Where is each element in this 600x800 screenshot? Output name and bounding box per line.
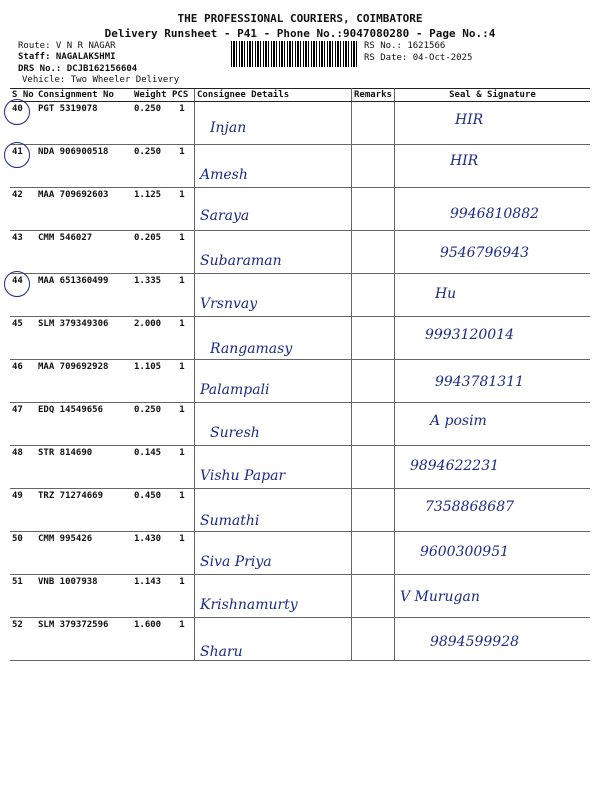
weight-value: 1.335 [132,274,170,317]
serial-number-text: 41 [12,147,23,157]
serial-number [10,618,36,661]
consignment-number: CMM 995426 [36,532,132,575]
serial-number [10,102,36,145]
seal-cell [394,618,590,661]
serial-number-text: 47 [12,405,23,415]
runsheet-table [10,88,590,661]
remarks-cell [352,102,395,145]
consignment-number: STR 814690 [36,446,132,489]
pcs-value: 1 [170,317,195,360]
weight-value: 0.250 [132,102,170,145]
table-row [10,274,590,317]
remarks-cell [352,317,395,360]
signature-handwritten: HIR [449,153,479,169]
signature-handwritten: 9894599928 [429,634,520,650]
weight-value: 1.125 [132,188,170,231]
weight-value: 2.000 [132,317,170,360]
signature-handwritten: HIR [454,112,484,128]
consignee-cell [195,274,352,317]
remarks-cell [352,188,395,231]
remarks-cell [352,403,395,446]
seal-cell [394,360,590,403]
table-row [10,532,590,575]
runsheet-subtitle: Delivery Runsheet - P41 - Phone No.:9047080280 - Page No.:4 [104,27,496,40]
consignee-cell [195,188,352,231]
table-row [10,145,590,188]
remarks-cell [352,489,395,532]
pcs-value: 1 [170,188,195,231]
table-row [10,403,590,446]
consignment-number: MAA 651360499 [36,274,132,317]
signature-handwritten: Hu [434,286,457,302]
serial-number-text: 49 [12,491,23,501]
staff-label: Staff: NAGALAKSHMI [18,52,116,62]
serial-number [10,575,36,618]
seal-cell [394,102,590,145]
consignment-number: VNB 1007938 [36,575,132,618]
weight-value: 0.450 [132,489,170,532]
seal-cell [394,575,590,618]
consignee-cell [195,102,352,145]
consignment-number: SLM 379349306 [36,317,132,360]
table-header-row [10,89,590,102]
table-row [10,360,590,403]
table-row [10,102,590,145]
remarks-cell [352,274,395,317]
signature-handwritten: A posim [429,413,487,429]
seal-cell [394,317,590,360]
serial-number-text: 48 [12,448,23,458]
signature-handwritten: 9546796943 [439,245,530,261]
col-remarks: Remarks [352,89,395,102]
pcs-value: 1 [170,231,195,274]
signature-handwritten: 9894622231 [409,458,500,474]
remarks-cell [352,360,395,403]
remarks-cell [352,618,395,661]
consignee-handwritten-name: Rangamasy [210,341,293,357]
seal-cell [394,403,590,446]
serial-number [10,145,36,188]
consignee-handwritten-name: Vishu Papar [200,468,286,484]
serial-number-text: 52 [12,620,23,630]
rs-date: RS Date: 04-Oct-2025 [364,53,473,63]
table-row [10,317,590,360]
signature-handwritten: V Murugan [399,589,480,605]
weight-value: 0.250 [132,403,170,446]
consignment-number: EDQ 14549656 [36,403,132,446]
col-seal: Seal & Signature [394,89,590,102]
col-sno: S No [10,89,36,102]
consignee-handwritten-name: Subaraman [200,253,282,269]
consignee-handwritten-name: Saraya [200,208,250,224]
weight-value: 1.105 [132,360,170,403]
col-weight: Weight [132,89,170,102]
consignee-cell [195,145,352,188]
drs-number: DRS No.: DCJB162156604 [18,64,138,74]
consignee-handwritten-name: Siva Priya [200,554,272,570]
consignee-cell [195,446,352,489]
serial-number [10,446,36,489]
pcs-value: 1 [170,489,195,532]
pcs-value: 1 [170,618,195,661]
consignment-number: PGT 5319078 [36,102,132,145]
serial-number [10,188,36,231]
rs-number: RS No.: 1621566 [364,41,446,51]
serial-number [10,532,36,575]
pcs-value: 1 [170,575,195,618]
signature-handwritten: 7358868687 [424,499,515,515]
weight-value: 1.143 [132,575,170,618]
weight-value: 1.600 [132,618,170,661]
consignee-cell [195,489,352,532]
serial-number-text: 51 [12,577,23,587]
remarks-cell [352,446,395,489]
consignee-handwritten-name: Krishnamurty [200,597,298,613]
barcode-image [231,41,357,67]
remarks-cell [352,575,395,618]
seal-cell [394,274,590,317]
serial-number-text: 44 [12,276,23,286]
consignee-handwritten-name: Palampali [200,382,270,398]
col-consignee: Consignee Details [195,89,352,102]
signature-handwritten: 9943781311 [434,374,525,390]
serial-number-text: 46 [12,362,23,372]
seal-cell [394,446,590,489]
pcs-value: 1 [170,360,195,403]
seal-cell [394,145,590,188]
consignee-handwritten-name: Sharu [200,644,243,660]
consignment-number: SLM 379372596 [36,618,132,661]
consignment-number: MAA 709692603 [36,188,132,231]
signature-handwritten: 9600300951 [419,544,510,560]
weight-value: 0.205 [132,231,170,274]
remarks-cell [352,145,395,188]
pcs-value: 1 [170,403,195,446]
col-consignment: Consignment No [36,89,132,102]
pcs-value: 1 [170,446,195,489]
table-row [10,489,590,532]
seal-cell [394,532,590,575]
company-title: THE PROFESSIONAL COURIERS, COIMBATORE [177,12,423,25]
consignment-number: MAA 709692928 [36,360,132,403]
consignee-cell [195,231,352,274]
serial-number [10,231,36,274]
serial-number [10,317,36,360]
consignee-cell [195,532,352,575]
serial-number [10,360,36,403]
table-row [10,575,590,618]
remarks-cell [352,231,395,274]
seal-cell [394,188,590,231]
signature-handwritten: 9993120014 [424,327,515,343]
consignee-handwritten-name: Injan [210,120,247,136]
pcs-value: 1 [170,145,195,188]
pcs-value: 1 [170,274,195,317]
pcs-value: 1 [170,532,195,575]
serial-number [10,403,36,446]
consignment-number: CMM 546027 [36,231,132,274]
serial-number-text: 50 [12,534,23,544]
seal-cell [394,231,590,274]
serial-number [10,274,36,317]
seal-cell [394,489,590,532]
table-row [10,231,590,274]
consignee-cell [195,360,352,403]
consignee-cell [195,403,352,446]
consignee-handwritten-name: Amesh [200,167,248,183]
col-pcs: PCS [170,89,195,102]
consignee-handwritten-name: Sumathi [200,513,260,529]
route-label: Route: V N R NAGAR [18,41,116,51]
consignee-cell [195,575,352,618]
consignee-cell [195,317,352,360]
pcs-value: 1 [170,102,195,145]
serial-number-text: 45 [12,319,23,329]
consignment-number: NDA 906900518 [36,145,132,188]
table-row [10,188,590,231]
table-row [10,446,590,489]
consignee-handwritten-name: Vrsnvay [200,296,258,312]
serial-number-text: 43 [12,233,23,243]
signature-handwritten: 9946810882 [449,206,540,222]
consignee-handwritten-name: Suresh [210,425,260,441]
serial-number [10,489,36,532]
serial-number-text: 40 [12,104,23,114]
consignment-number: TRZ 71274669 [36,489,132,532]
vehicle-label: Vehicle: Two Wheeler Delivery [22,75,180,85]
weight-value: 0.250 [132,145,170,188]
weight-value: 1.430 [132,532,170,575]
table-row [10,618,590,661]
weight-value: 0.145 [132,446,170,489]
serial-number-text: 42 [12,190,23,200]
consignee-cell [195,618,352,661]
remarks-cell [352,532,395,575]
